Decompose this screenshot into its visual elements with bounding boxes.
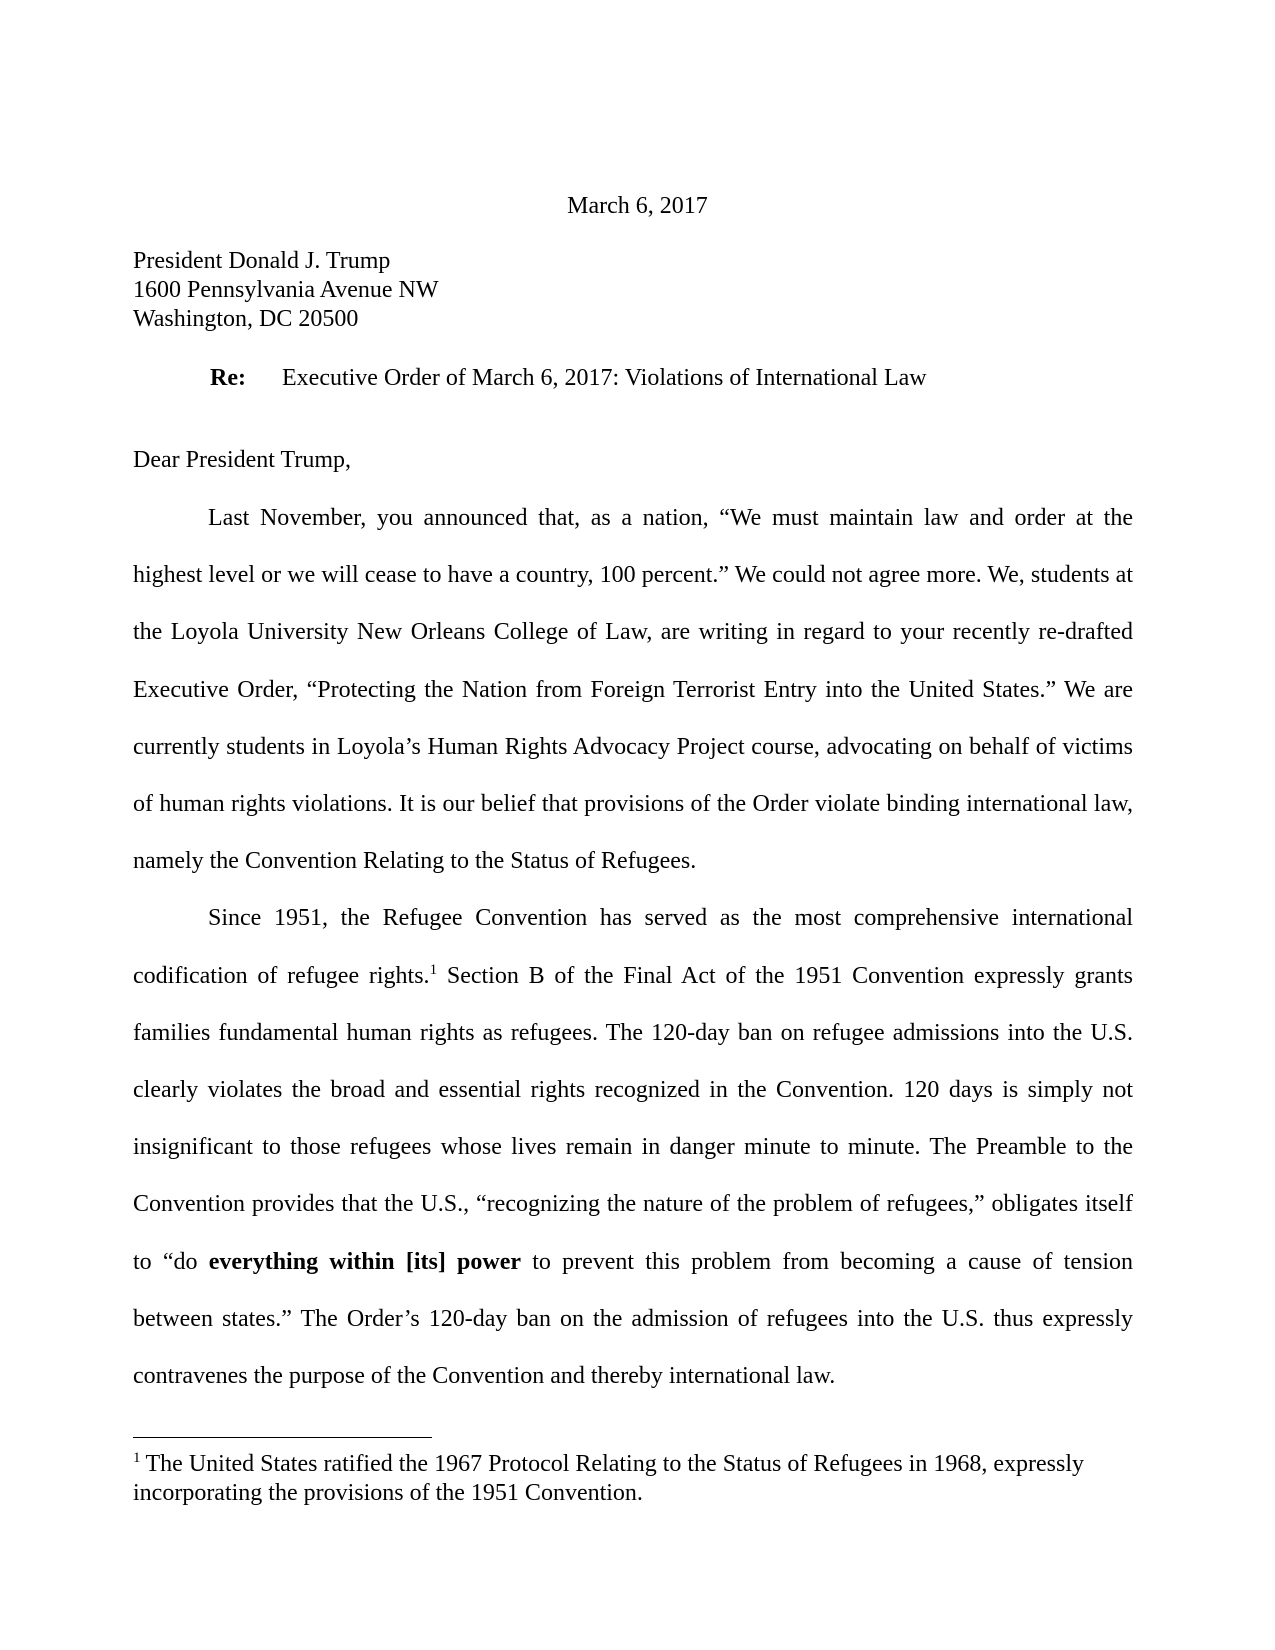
footnote-number: 1 [133, 1450, 141, 1466]
subject-line [210, 364, 927, 392]
body-paragraph-2 [133, 890, 1133, 1405]
emphasis-text: everything within [its] power [208, 1248, 522, 1275]
body-paragraph-1: Last November, you announced that, as a nation, “We must maintain law and order at the highest level or we will cease to have a country, 100 percent.” We could not agree more. We, students at the Loyola University New Orleans College of Law, are writing in regard to your recently re-drafted Executive Order, “Protecting the Nation from Foreign Terrorist Entry into the United States.” We are currently students in Loyola’s Human Rights Advocacy Project course, advocating on behalf of victims of human rights violations. It is our belief that provisions of the Order violate binding international law, namely the Convention Relating to the Status of Refugees. [133, 505, 1133, 875]
recipient-address [133, 247, 439, 334]
letter-body [133, 490, 1133, 1405]
letter-date: March 6, 2017 [567, 193, 708, 219]
footnote [133, 1450, 1133, 1508]
subject-label: Re: [210, 365, 246, 391]
paragraph-2-part-3: to prevent this problem from becoming a cause of tension between states.” The Order’s 120-day ban on the admission of refugees into the U.S. thus expressly contravenes the purpose of the Convention and thereby international law. [133, 1248, 1133, 1390]
paragraph-2-part-2: Section B of the Final Act of the 1951 Convention expressly grants families fundamental human rights as refugees. The 120-day ban on refugee admissions into the U.S. clearly violates the broad and essential rights recognized in the Convention. 120 days is simply not insignificant to those refugees whose lives remain in danger minute to minute. The Preamble to the Convention provides that the U.S., “recognizing the nature of the problem of refugees,” obligates itself to “do [133, 962, 1133, 1275]
footnote-reference: 1 [429, 961, 438, 978]
recipient-street: 1600 Pennsylvania Avenue NW [133, 277, 439, 303]
paragraph-2-part-1: Since 1951, the Refugee Convention has served as the most comprehensive international codification of refugee rights. [133, 905, 1133, 989]
recipient-name: President Donald J. Trump [133, 248, 391, 274]
footnote-text: The United States ratified the 1967 Protocol Relating to the Status of Refugees in 1968, expressly incorporating the provisions of the 1951 Convention. [133, 1451, 1084, 1506]
subject-text: Executive Order of March 6, 2017: Violations of International Law [282, 365, 927, 391]
salutation: Dear President Trump, [133, 447, 351, 473]
footnote-divider [133, 1437, 432, 1438]
recipient-city: Washington, DC 20500 [133, 306, 359, 332]
